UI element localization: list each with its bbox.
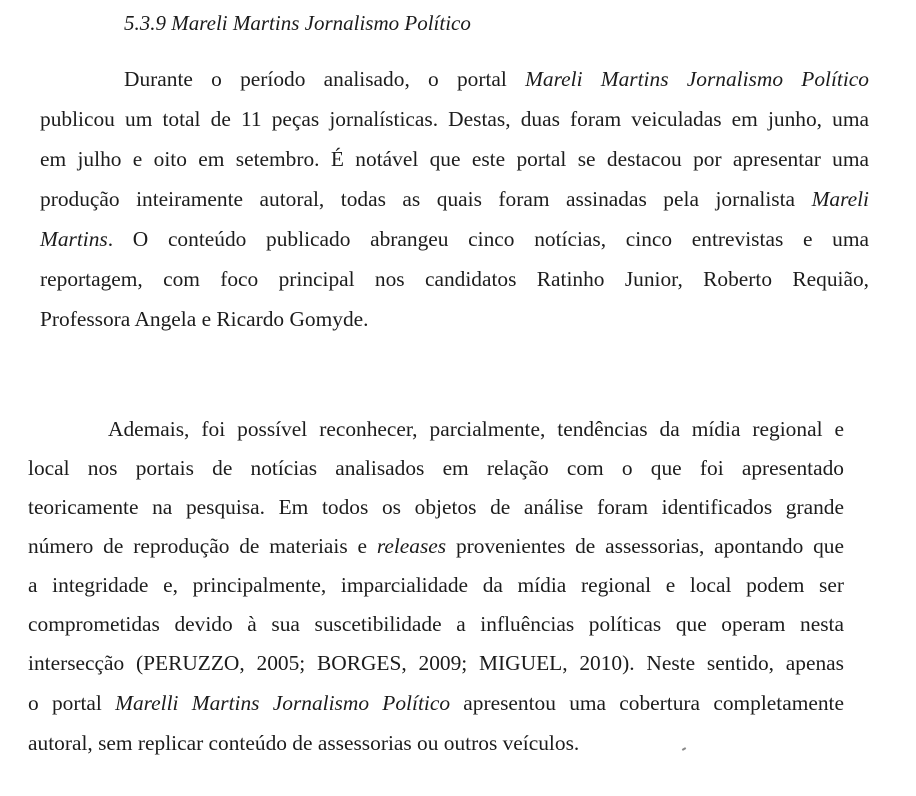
p2-line-8-italic: Marelli Martins Jornalismo Político (115, 691, 451, 715)
section-heading: 5.3.9 Mareli Martins Jornalismo Político (124, 11, 471, 35)
p2-line-8-text-b: apresentou uma cobertura completamente (450, 691, 844, 715)
p1-line-7: Professora Angela e Ricardo Gomyde. (40, 307, 369, 331)
p2-line-3: teoricamente na pesquisa. Em todos os objetos de análise foram identificados grande (28, 495, 844, 519)
p2-line-5: a integridade e, principalmente, imparcialidade da mídia regional e local podem ser (28, 573, 844, 597)
p2-line-4-text-b: provenientes de assessorias, apontando que (446, 534, 844, 558)
p1-line-5-text: . O conteúdo publicado abrangeu cinco notícias, cinco entrevistas e uma (107, 227, 869, 251)
p2-line-8-text-a: o portal (28, 691, 116, 715)
p1-line-4-italic: Mareli (811, 187, 869, 211)
p1-line-5-italic: Martins (40, 227, 108, 251)
p1-line-3: em julho e oito em setembro. É notável que este portal se destacou por apresentar uma (40, 147, 869, 171)
p1-line-4-text: produção inteiramente autoral, todas as quais foram assinadas pela jornalista (40, 187, 812, 211)
p1-line-5 (40, 224, 869, 254)
p2-line-9: autoral, sem replicar conteúdo de assessorias ou outros veículos. (28, 731, 580, 755)
p1-line-1 (124, 64, 869, 94)
p2-line-7: intersecção (PERUZZO, 2005; BORGES, 2009; MIGUEL, 2010). Neste sentido, apenas (28, 651, 844, 675)
p1-line-1-text: Durante o período analisado, o portal (124, 67, 526, 91)
p1-line-2: publicou um total de 11 peças jornalísticas. Destas, duas foram veiculadas em junho, uma (40, 107, 869, 131)
p1-line-4 (40, 184, 869, 214)
p2-line-4 (28, 531, 844, 561)
p2-line-4-text-a: número de reprodução de materiais e (28, 534, 377, 558)
p2-line-6: comprometidas devido à sua suscetibilidade a influências políticas que operam nesta (28, 612, 844, 636)
p2-line-4-italic: releases (376, 534, 447, 558)
p1-line-1-italic: Mareli Martins Jornalismo Político (525, 67, 869, 91)
p1-line-6: reportagem, com foco principal nos candidatos Ratinho Junior, Roberto Requião, (40, 267, 869, 291)
p2-line-8 (28, 688, 844, 718)
p2-line-2: local nos portais de notícias analisados em relação com o que foi apresentado (28, 456, 844, 480)
p2-line-1: Ademais, foi possível reconhecer, parcialmente, tendências da mídia regional e (108, 417, 844, 441)
